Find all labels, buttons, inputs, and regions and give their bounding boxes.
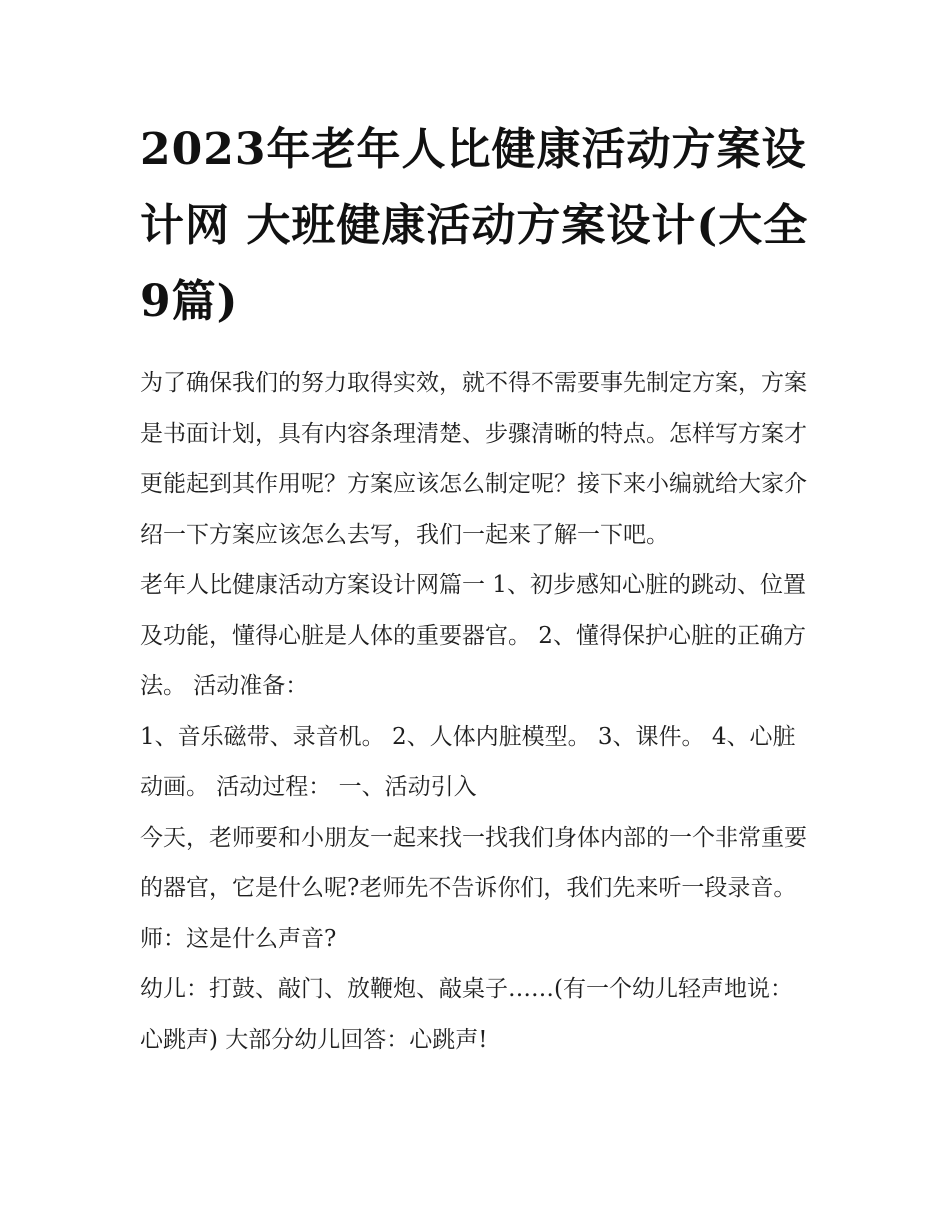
document-page xyxy=(140,112,812,1065)
intro-paragraph: 为了确保我们的努力取得实效，就不得不需要事先制定方案，方案是书面计划，具有内容条理清楚、步骤清晰的特点。怎样写方案才更能起到其作用呢？方案应该怎么制定呢？接下来小编就给大家介绍一下方案应该怎么去写，我们一起来了解一下吧。 xyxy=(140,370,807,548)
body-paragraph-1: 老年人比健康活动方案设计网篇一 1、初步感知心脏的跳动、位置及功能，懂得心脏是人体的重要器官。 2、懂得保护心脏的正确方法。 活动准备： xyxy=(140,572,806,699)
body-paragraph-3: 今天，老师要和小朋友一起来找一找我们身体内部的一个非常重要的器官，它是什么呢?老师先不告诉你们，我们先来听一段录音。 师：这是什么声音? xyxy=(140,824,807,952)
document-title: 2023年老年人比健康活动方案设计网 大班健康活动方案设计(大全9篇) xyxy=(140,124,809,327)
body-paragraph-4: 幼儿：打鼓、敲门、放鞭炮、敲桌子……(有一个幼儿轻声地说：心跳声) 大部分幼儿回答：心跳声! xyxy=(140,976,793,1053)
body-paragraph-2: 1、音乐磁带、录音机。 2、人体内脏模型。 3、课件。 4、心脏动画。 活动过程： 一、活动引入 xyxy=(140,723,796,800)
